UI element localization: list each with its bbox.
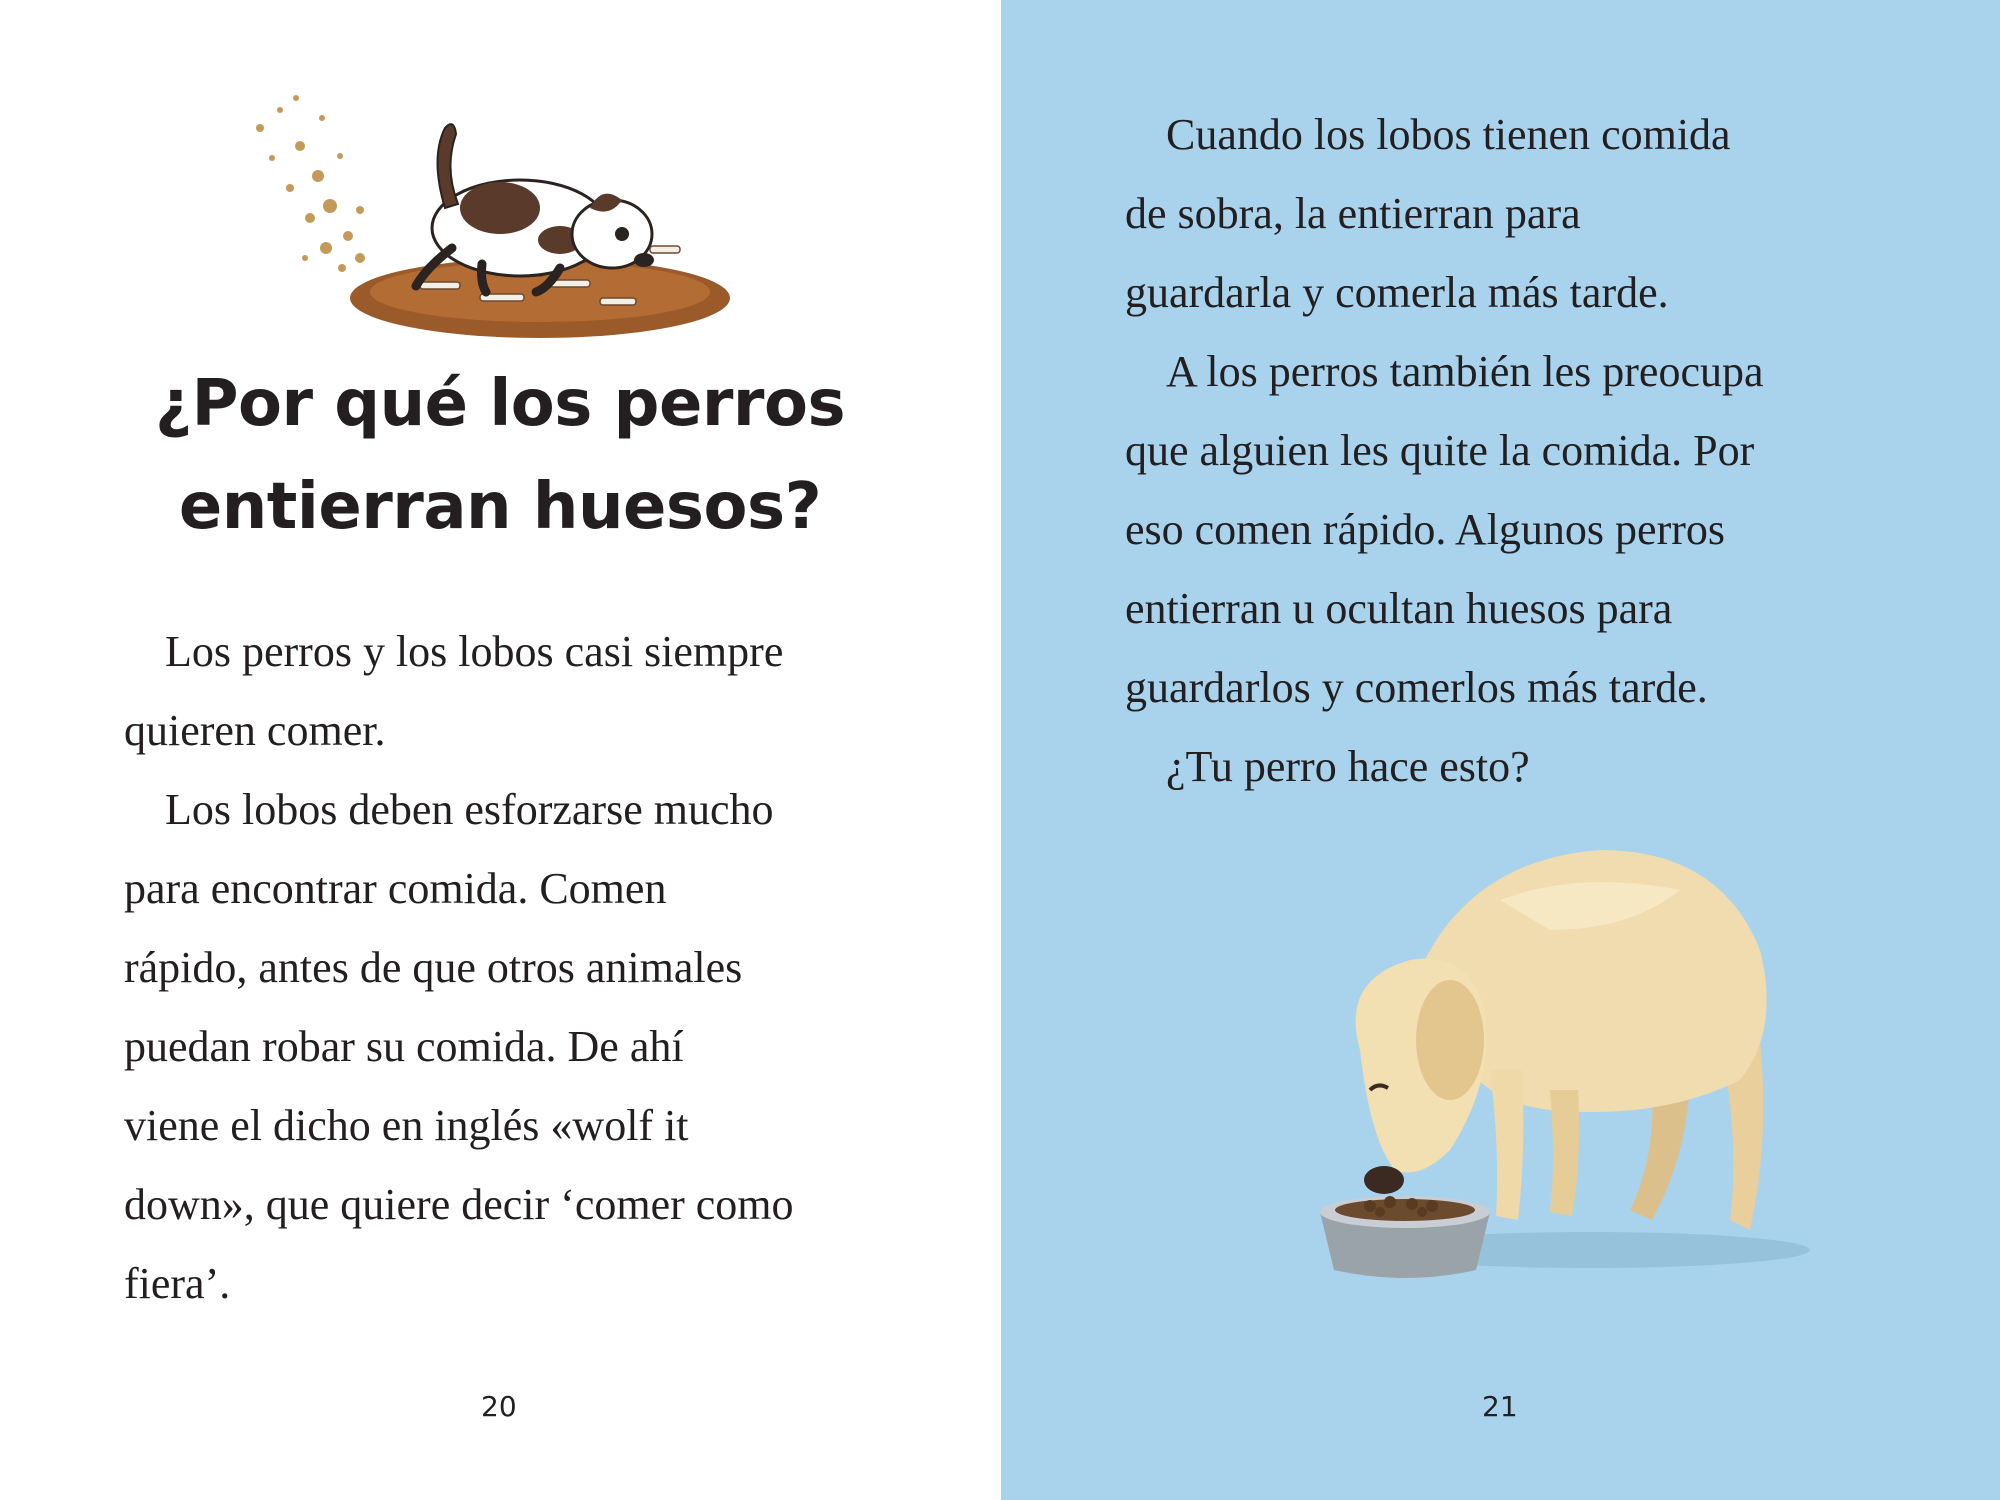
text-line: ¿Tu perro hace esto?: [1166, 742, 1530, 791]
text-line: Cuando los lobos tienen comida: [1166, 110, 1731, 159]
text-line: rápido, antes de que otros animales: [124, 943, 743, 992]
text-line: fiera’.: [124, 1259, 231, 1308]
page-heading-line-1: ¿Por qué los perros: [154, 367, 846, 441]
dog-digging-illustration: [230, 58, 750, 350]
text-line: Los lobos deben esforzarse mucho: [165, 785, 774, 834]
text-line: para encontrar comida. Comen: [124, 864, 667, 913]
text-line: guardarlos y comerlos más tarde.: [1125, 663, 1708, 712]
page-number-right: 21: [1482, 1390, 1518, 1423]
text-line: down», que quiere decir ‘comer como: [124, 1180, 794, 1229]
text-line: viene el dicho en inglés «wolf it: [124, 1101, 689, 1150]
text-line: entierran u ocultan huesos para: [1125, 584, 1673, 633]
page-heading-line-2: entierran huesos?: [178, 470, 822, 544]
text-line: que alguien les quite la comida. Por: [1125, 426, 1755, 475]
text-line: quieren comer.: [124, 706, 386, 755]
golden-retriever-photo: [1300, 820, 1830, 1320]
text-line: de sobra, la entierran para: [1125, 189, 1581, 238]
text-line: guardarla y comerla más tarde.: [1125, 268, 1669, 317]
page-number-left: 20: [481, 1390, 517, 1423]
text-line: eso comen rápido. Algunos perros: [1125, 505, 1725, 554]
text-line: A los perros también les preocupa: [1166, 347, 1764, 396]
text-line: puedan robar su comida. De ahí: [124, 1022, 684, 1071]
left-body-text: [124, 612, 794, 1323]
right-body-text: [1125, 95, 1764, 806]
text-line: Los perros y los lobos casi siempre: [165, 627, 784, 676]
